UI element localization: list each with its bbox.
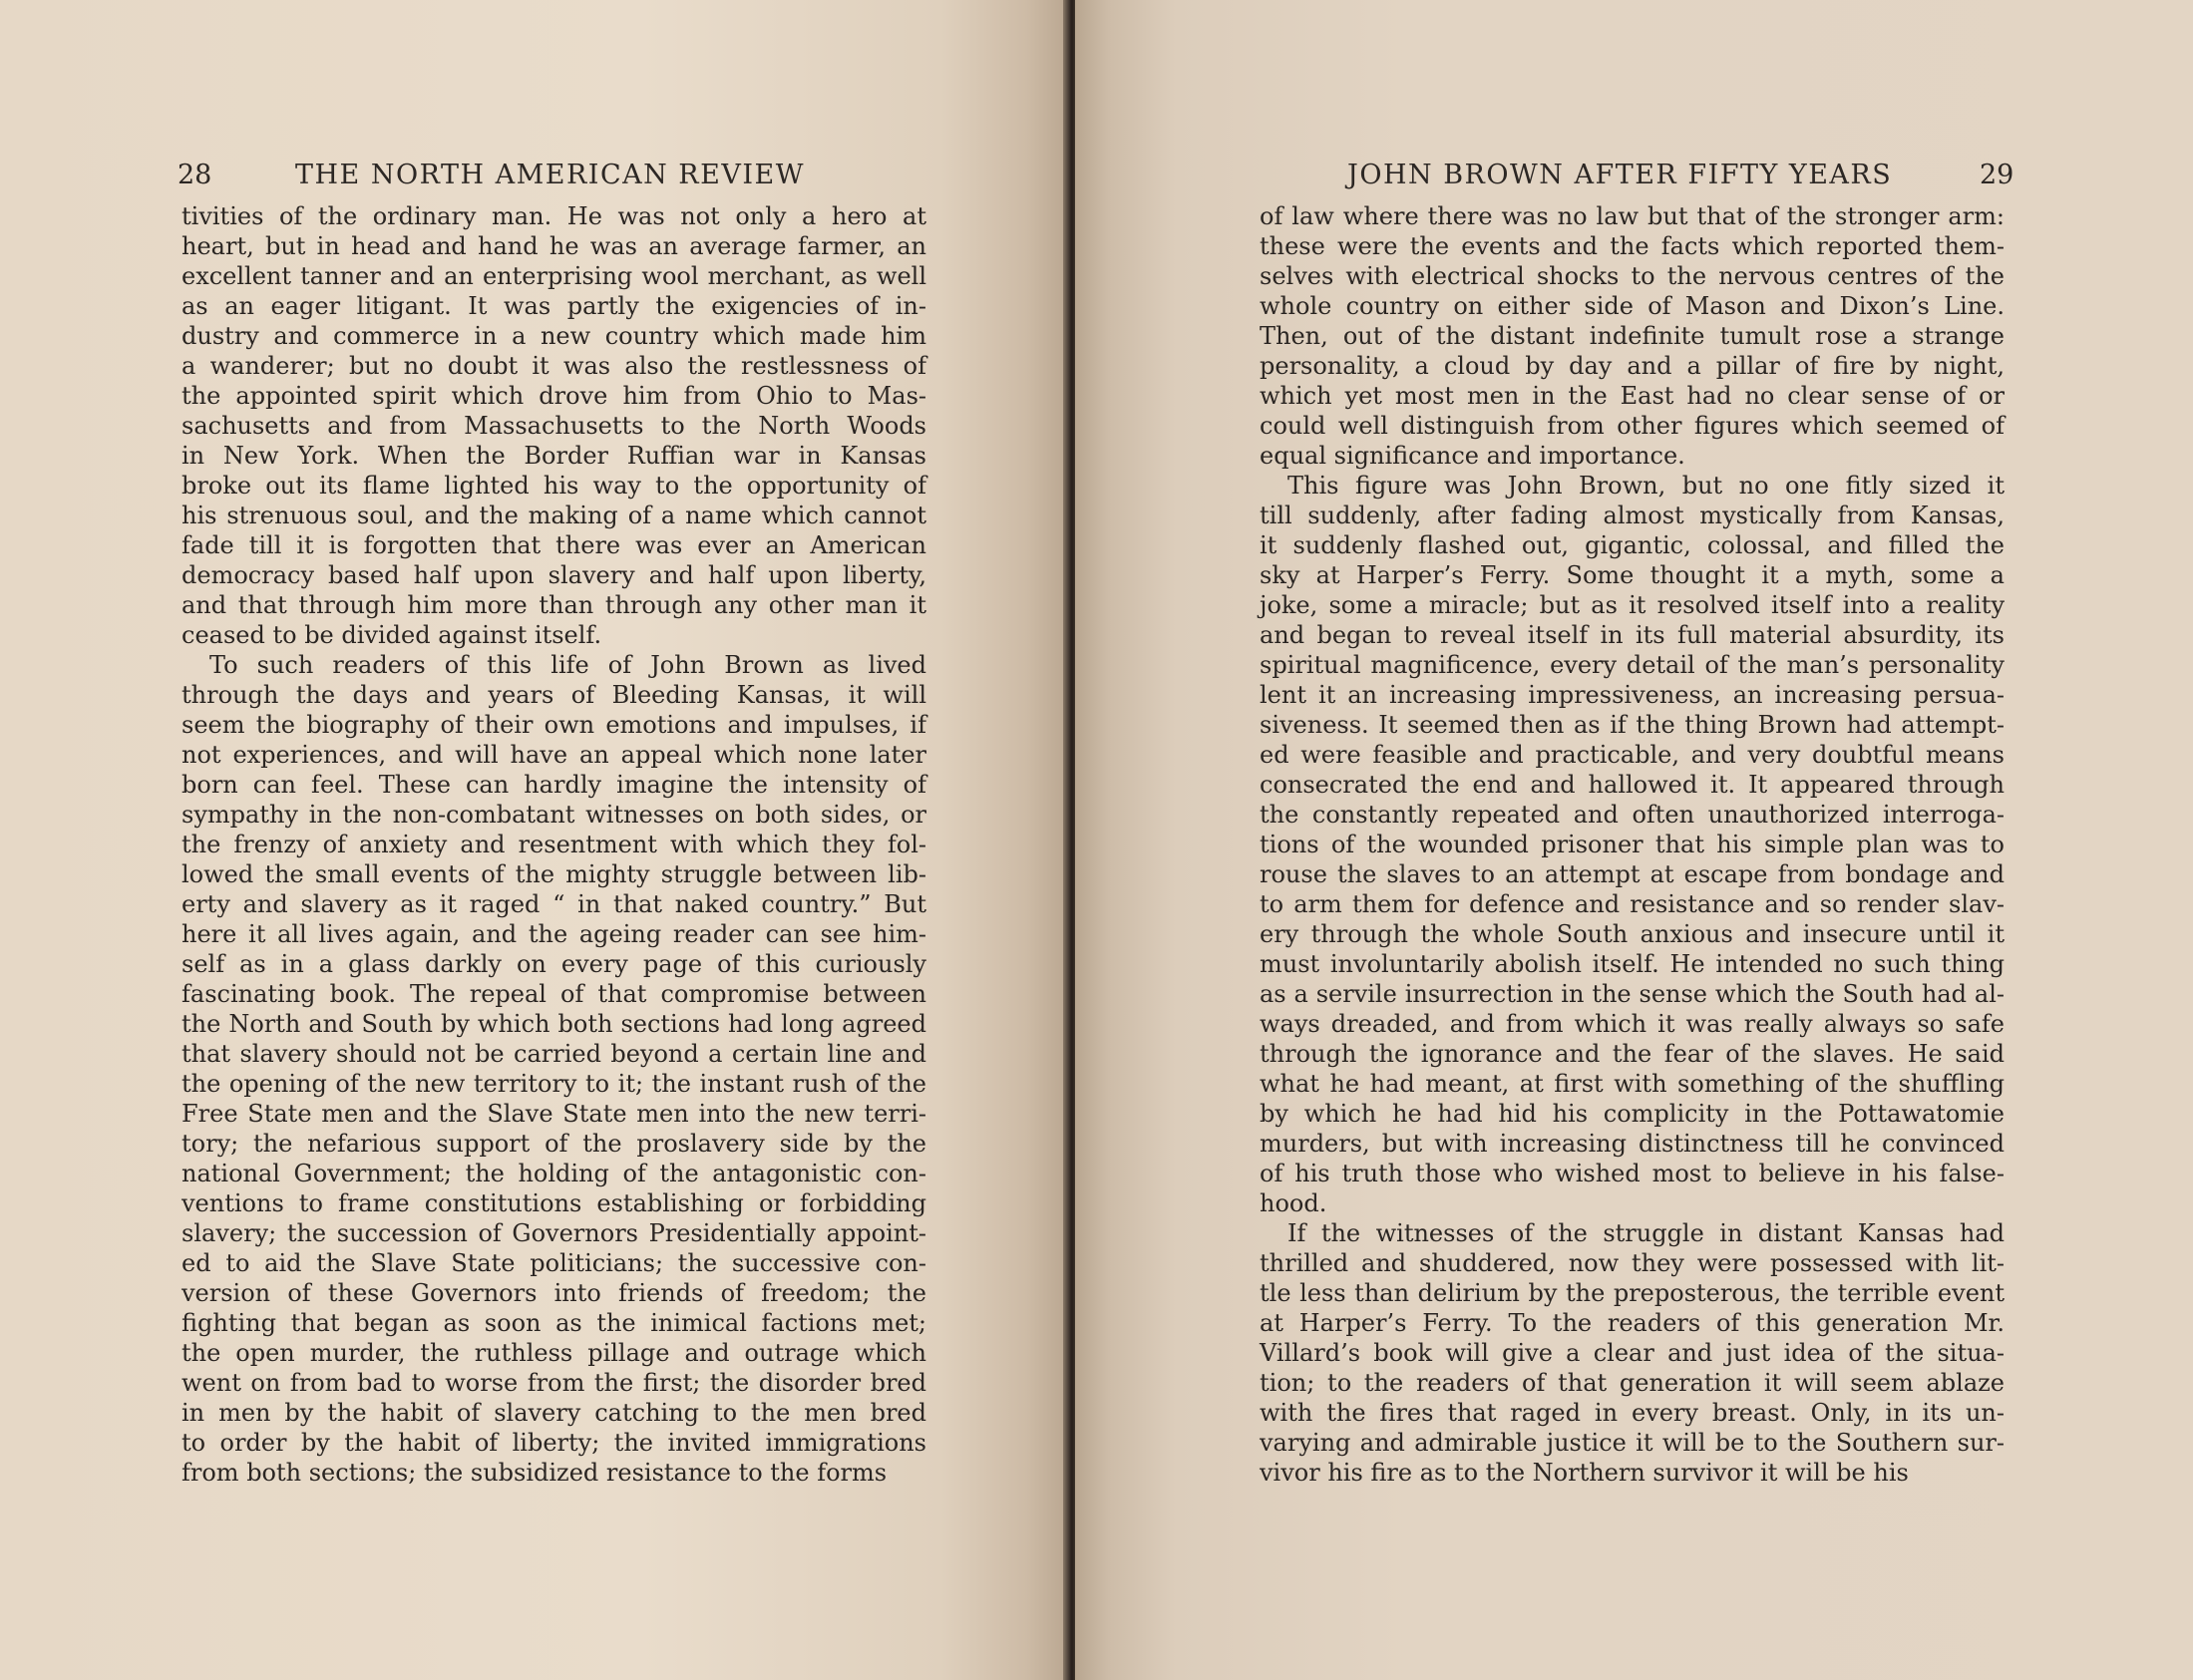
text-line: by which he had hid his complicity in the Pottawatomie [1260,1100,2005,1128]
text-line: with the fires that raged in every breast. Only, in its un- [1260,1399,2005,1427]
text-line: a wanderer; but no doubt it was also the restlessness of [182,352,926,380]
text-line: of law where there was no law but that of the stronger arm: [1260,202,2005,230]
text-line: joke, some a miracle; but as it resolved itself into a reality [1260,591,2005,619]
left-body-text [182,201,926,1488]
text-line: tle less than delirium by the preposterous, the terrible event [1260,1279,2005,1307]
text-line: till suddenly, after fading almost mystically from Kansas, [1260,502,2005,529]
text-line: equal significance and importance. [1260,442,1685,470]
text-line: that slavery should not be carried beyond a certain line and [182,1040,926,1068]
text-line: the frenzy of anxiety and resentment with which they fol- [182,831,926,858]
text-line: whole country on either side of Mason and Dixon’s Line. [1260,292,2005,320]
text-line: from both sections; the subsidized resistance to the forms [182,1459,888,1487]
text-line: thrilled and shuddered, now they were possessed with lit- [1260,1249,2005,1277]
text-line: This figure was John Brown, but no one fitly sized it [1287,472,2005,500]
text-line: rouse the slaves to an attempt at escape from bondage and [1260,860,2005,888]
text-line: as a servile insurrection in the sense which the South had al- [1260,980,2005,1008]
text-line: ery through the whole South anxious and insecure until it [1260,920,2005,948]
text-line: slavery; the succession of Governors Presidentially appoint- [182,1219,926,1247]
text-line: his strenuous soul, and the making of a name which cannot [182,502,926,529]
left-page [0,0,1069,1680]
text-line: lowed the small events of the mighty struggle between lib- [182,860,926,888]
text-line: dustry and commerce in a new country which made him [182,322,926,350]
text-line: born can feel. These can hardly imagine the intensity of [182,771,926,799]
text-line: and began to reveal itself in its full material absurdity, its [1260,621,2005,649]
text-line: the constantly repeated and often unauthorized interroga- [1260,801,2005,829]
text-line: at Harper’s Ferry. To the readers of this generation Mr. [1260,1309,2005,1337]
text-line: ed to aid the Slave State politicians; the successive con- [182,1249,926,1277]
text-line: went on from bad to worse from the first; the disorder bred [182,1369,926,1397]
text-line: broke out its flame lighted his way to the opportunity of [182,472,926,500]
text-line: hood. [1260,1189,1327,1217]
text-line: these were the events and the facts which reported them- [1260,232,2005,260]
text-line: democracy based half upon slavery and half upon liberty, [182,561,926,589]
text-line: to order by the habit of liberty; the invited immigrations [182,1429,926,1457]
text-line: could well distinguish from other figures which seemed of [1260,412,2005,440]
text-line: the North and South by which both sections had long agreed [182,1010,926,1038]
text-line: sky at Harper’s Ferry. Some thought it a myth, some a [1260,561,2005,589]
text-line: Villard’s book will give a clear and just idea of the situa- [1260,1339,2005,1367]
text-line: must involuntarily abolish itself. He intended no such thing [1260,950,2005,978]
text-line: version of these Governors into friends of freedom; the [182,1279,926,1307]
text-line: what he had meant, at first with something of the shuffling [1260,1070,2005,1098]
text-line: not experiences, and will have an appeal which none later [182,741,926,769]
left-page-number: 28 [178,160,212,190]
text-line: ed were feasible and practicable, and very doubtful means [1260,741,2005,769]
text-line: through the days and years of Bleeding Kansas, it will [182,681,926,709]
text-line: vivor his fire as to the Northern survivor it will be his [1260,1459,1909,1487]
text-line: fascinating book. The repeal of that compromise between [182,980,926,1008]
text-line: in New York. When the Border Ruffian war in Kansas [182,442,926,470]
text-line: sachusetts and from Massachusetts to the North Woods [182,412,926,440]
text-line: in men by the habit of slavery catching to the men bred [182,1399,926,1427]
text-line: tory; the nefarious support of the proslavery side by the [182,1130,926,1158]
text-line: sympathy in the non-combatant witnesses on both sides, or [182,801,926,829]
left-running-head: THE NORTH AMERICAN REVIEW [295,160,805,190]
right-page [1075,0,2193,1680]
text-line: national Government; the holding of the antagonistic con- [182,1160,926,1187]
text-line: ventions to frame constitutions establishing or forbidding [182,1189,926,1217]
text-line: the appointed spirit which drove him from Ohio to Mas- [182,382,926,410]
right-body-text [1260,201,2005,1488]
text-line: and that through him more than through any other man it [182,591,926,619]
text-line: Then, out of the distant indefinite tumult rose a strange [1260,322,2005,350]
text-line: it suddenly flashed out, gigantic, colossal, and filled the [1260,531,2005,559]
text-line: selves with electrical shocks to the nervous centres of the [1260,262,2005,290]
text-line: fade till it is forgotten that there was ever an American [182,531,926,559]
text-line: which yet most men in the East had no clear sense of or [1260,382,2005,410]
text-line: through the ignorance and the fear of the slaves. He said [1260,1040,2005,1068]
text-line: personality, a cloud by day and a pillar of fire by night, [1260,352,2005,380]
text-line: Free State men and the Slave State men into the new terri- [182,1100,926,1128]
text-line: siveness. It seemed then as if the thing Brown had attempt- [1260,711,2005,739]
text-line: the opening of the new territory to it; the instant rush of the [182,1070,926,1098]
text-line: excellent tanner and an enterprising wool merchant, as well [182,262,926,290]
right-page-number: 29 [1980,160,2014,190]
text-line: ceased to be divided against itself. [182,621,602,649]
text-line: lent it an increasing impressiveness, an increasing persua- [1260,681,2005,709]
text-line: fighting that began as soon as the inimical factions met; [182,1309,926,1337]
text-line: tivities of the ordinary man. He was not only a hero at [182,202,926,230]
text-line: consecrated the end and hallowed it. It appeared through [1260,771,2005,799]
text-line: tions of the wounded prisoner that his simple plan was to [1260,831,2005,858]
text-line: varying and admirable justice it will be to the Southern sur- [1260,1429,2005,1457]
text-line: If the witnesses of the struggle in distant Kansas had [1287,1219,2005,1247]
text-line: self as in a glass darkly on every page of this curiously [182,950,926,978]
text-line: heart, but in head and hand he was an average farmer, an [182,232,926,260]
text-line: tion; to the readers of that generation it will seem ablaze [1260,1369,2005,1397]
text-line: as an eager litigant. It was partly the exigencies of in- [182,292,926,320]
text-line: ways dreaded, and from which it was really always so safe [1260,1010,2005,1038]
text-line: to arm them for defence and resistance and so render slav- [1260,890,2005,918]
right-running-head: JOHN BROWN AFTER FIFTY YEARS [1347,160,1893,190]
text-line: erty and slavery as it raged “ in that naked country.” But [182,890,926,918]
text-line: here it all lives again, and the ageing reader can see him- [182,920,926,948]
text-line: seem the biography of their own emotions and impulses, if [182,711,926,739]
text-line: To such readers of this life of John Brown as lived [209,651,926,679]
text-line: of his truth those who wished most to believe in his false- [1260,1160,2005,1187]
text-line: the open murder, the ruthless pillage and outrage which [182,1339,926,1367]
text-line: murders, but with increasing distinctness till he convinced [1260,1130,2005,1158]
text-line: spiritual magnificence, every detail of the man’s personality [1260,651,2005,679]
